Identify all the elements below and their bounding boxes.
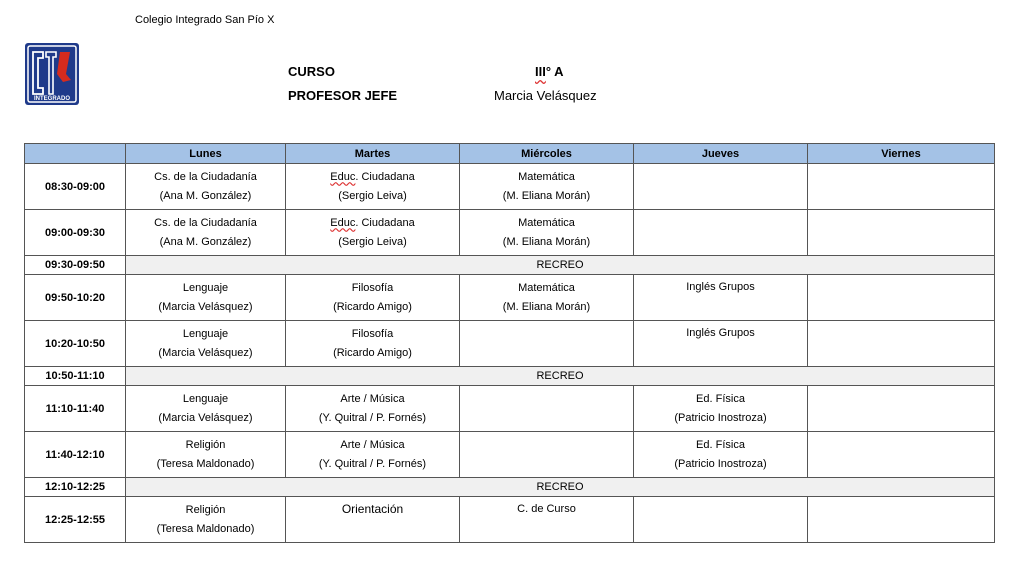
cell-miercoles <box>460 321 634 367</box>
time-slot: 10:50-11:10 <box>25 367 126 386</box>
cell-miercoles <box>460 275 634 321</box>
cell-martes <box>286 432 460 478</box>
teacher-name: (Marcia Velásquez) <box>158 300 253 313</box>
subject-name: Lenguaje <box>182 392 229 405</box>
schedule-body <box>25 164 995 543</box>
teacher-name: (Y. Quitral / P. Fornés) <box>318 411 427 424</box>
cell-viernes <box>808 497 995 543</box>
cell-viernes <box>808 275 995 321</box>
break-label: RECREO <box>126 478 995 497</box>
subject-name: Cs. de la Ciudadanía <box>154 170 257 183</box>
time-slot: 10:20-10:50 <box>25 321 126 367</box>
time-slot: 12:25-12:55 <box>25 497 126 543</box>
cell-lunes <box>126 497 286 543</box>
cell-lunes <box>126 386 286 432</box>
time-slot: 12:10-12:25 <box>25 478 126 497</box>
class-row <box>25 321 995 367</box>
cell-jueves <box>634 497 808 543</box>
cell-jueves <box>634 210 808 256</box>
subject-name: Lenguaje <box>182 327 229 340</box>
subject-name: Arte / Música <box>340 392 405 405</box>
teacher-name: (Sergio Leiva) <box>338 189 407 202</box>
teacher-name: (Y. Quitral / P. Fornés) <box>318 457 427 470</box>
class-row <box>25 210 995 256</box>
class-row <box>25 275 995 321</box>
subject-name: Religión <box>185 503 226 516</box>
cell-viernes <box>808 386 995 432</box>
cell-jueves <box>634 275 808 321</box>
header-martes: Martes <box>286 144 460 164</box>
teacher-name: (M. Eliana Morán) <box>502 300 591 313</box>
school-logo <box>24 42 80 106</box>
time-slot: 09:50-10:20 <box>25 275 126 321</box>
cell-miercoles <box>460 210 634 256</box>
cell-lunes <box>126 432 286 478</box>
teacher-name: (Ricardo Amigo) <box>333 346 412 359</box>
header-lunes: Lunes <box>126 144 286 164</box>
header-miercoles: Miércoles <box>460 144 634 164</box>
time-slot: 09:30-09:50 <box>25 256 126 275</box>
time-slot: 09:00-09:30 <box>25 210 126 256</box>
school-name: Colegio Integrado San Pío X <box>135 14 275 26</box>
teacher-name: (M. Eliana Morán) <box>502 189 591 202</box>
subject-name: Orientación <box>341 502 404 516</box>
teacher-name: (Ricardo Amigo) <box>333 300 412 313</box>
teacher-name: (M. Eliana Morán) <box>502 235 591 248</box>
teacher-name: (Ana M. González) <box>159 189 252 202</box>
break-row <box>25 478 995 497</box>
subject-name: Educ. Ciudadana <box>330 170 415 183</box>
cell-martes <box>286 210 460 256</box>
break-label: RECREO <box>126 256 995 275</box>
logo-text: INTEGRADO <box>34 96 70 102</box>
break-row <box>25 256 995 275</box>
subject-name: Matemática <box>518 216 575 229</box>
profesor-jefe-value: Marcia Velásquez <box>494 88 597 103</box>
curso-value <box>535 64 564 79</box>
curso-value-roman: III <box>535 64 546 79</box>
cell-lunes <box>126 275 286 321</box>
header-jueves: Jueves <box>634 144 808 164</box>
cell-viernes <box>808 321 995 367</box>
cell-lunes <box>126 210 286 256</box>
header-time <box>25 144 126 164</box>
header-viernes: Viernes <box>808 144 995 164</box>
teacher-name: (Teresa Maldonado) <box>156 457 255 470</box>
cell-miercoles <box>460 164 634 210</box>
subject-name: Matemática <box>518 170 575 183</box>
cell-lunes <box>126 164 286 210</box>
cell-martes <box>286 275 460 321</box>
cell-miercoles <box>460 432 634 478</box>
teacher-name: (Marcia Velásquez) <box>158 411 253 424</box>
teacher-name: (Teresa Maldonado) <box>156 522 255 535</box>
subject-name: Lenguaje <box>182 281 229 294</box>
cell-miercoles <box>460 386 634 432</box>
cell-miercoles <box>460 497 634 543</box>
class-row <box>25 432 995 478</box>
curso-value-rest: ° A <box>545 64 564 79</box>
subject-name: Filosofía <box>351 281 394 294</box>
subject-name: Inglés Grupos <box>686 281 755 293</box>
break-row <box>25 367 995 386</box>
cell-lunes <box>126 321 286 367</box>
cell-jueves <box>634 386 808 432</box>
teacher-name: (Patricio Inostroza) <box>674 457 767 470</box>
cell-jueves <box>634 432 808 478</box>
class-row <box>25 164 995 210</box>
cell-viernes <box>808 164 995 210</box>
schedule-table <box>24 143 995 543</box>
subject-name: Cs. de la Ciudadanía <box>154 216 257 229</box>
subject-name: C. de Curso <box>517 503 576 515</box>
subject-name: Ed. Física <box>696 392 745 405</box>
cell-martes <box>286 386 460 432</box>
cell-viernes <box>808 432 995 478</box>
class-row <box>25 497 995 543</box>
time-slot: 11:10-11:40 <box>25 386 126 432</box>
subject-name: Matemática <box>518 281 575 294</box>
cell-viernes <box>808 210 995 256</box>
curso-label: CURSO <box>288 64 335 79</box>
time-slot: 08:30-09:00 <box>25 164 126 210</box>
profesor-jefe-label: PROFESOR JEFE <box>288 88 398 103</box>
cell-martes <box>286 164 460 210</box>
subject-name: Inglés Grupos <box>686 327 755 339</box>
teacher-name: (Patricio Inostroza) <box>674 411 767 424</box>
cell-jueves <box>634 321 808 367</box>
cell-jueves <box>634 164 808 210</box>
teacher-name: (Marcia Velásquez) <box>158 346 253 359</box>
class-row <box>25 386 995 432</box>
cell-martes <box>286 321 460 367</box>
subject-name: Religión <box>185 438 226 451</box>
subject-name: Ed. Física <box>696 438 745 451</box>
subject-name: Arte / Música <box>340 438 405 451</box>
teacher-name: (Ana M. González) <box>159 235 252 248</box>
subject-name: Educ. Ciudadana <box>330 216 415 229</box>
header-row <box>25 144 995 164</box>
cell-martes <box>286 497 460 543</box>
time-slot: 11:40-12:10 <box>25 432 126 478</box>
subject-name: Filosofía <box>351 327 394 340</box>
break-label: RECREO <box>126 367 995 386</box>
teacher-name: (Sergio Leiva) <box>338 235 407 248</box>
